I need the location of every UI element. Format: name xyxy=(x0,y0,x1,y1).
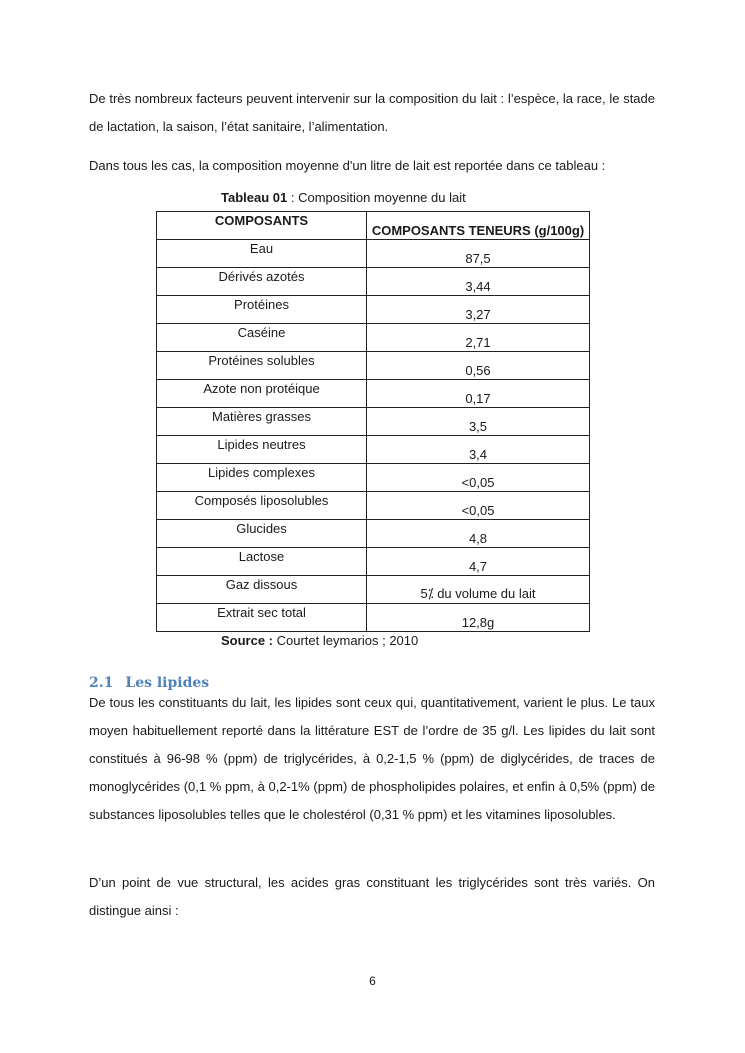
intro-paragraph-2: Dans tous les cas, la composition moyenne d'un litre de lait est reportée dans ce tableau : xyxy=(89,158,606,173)
cell-value: 12,8g xyxy=(367,604,590,632)
table-source xyxy=(221,631,418,651)
cell-component: Azote non protéique xyxy=(157,380,367,408)
cell-component: Eau xyxy=(157,240,367,268)
cell-component: Caséine xyxy=(157,324,367,352)
cell-component: Matières grasses xyxy=(157,408,367,436)
cell-component: Composés liposolubles xyxy=(157,492,367,520)
table-row xyxy=(157,492,590,520)
table-row xyxy=(157,576,590,604)
header-composants: COMPOSANTS xyxy=(157,212,367,240)
cell-value: 0,17 xyxy=(367,380,590,408)
table-row xyxy=(157,352,590,380)
cell-component: Dérivés azotés xyxy=(157,268,367,296)
source-label: Source : xyxy=(221,633,274,648)
cell-component: Lipides neutres xyxy=(157,436,367,464)
section-paragraph-1: De tous les constituants du lait, les lipides sont ceux qui, quantitativement, varient le plus. Le taux moyen habituellement reporté dans la littérature EST de l’ordre de 35 g/l. Les lipides du lait sont constitués à 96-98 % (ppm) de triglycérides, à 0,2-1,5 % (ppm) de diglycérides, de traces de monoglycérides (0,1 % ppm, à 0,2-1% (ppm) de phospholipides polaires, et enfin à 0,5% (ppm) de substances liposolubles telles que le cholestérol (0,31 % ppm) et les vitamines liposolubles. xyxy=(89,695,655,822)
table-header-row xyxy=(157,212,590,240)
table-row xyxy=(157,408,590,436)
table-row xyxy=(157,436,590,464)
composition-table xyxy=(156,211,590,632)
cell-value: 0,56 xyxy=(367,352,590,380)
cell-value: 5⁒ du volume du lait xyxy=(367,576,590,604)
cell-value: 3,4 xyxy=(367,436,590,464)
section-number: 2.1 xyxy=(89,675,114,691)
cell-component: Lactose xyxy=(157,548,367,576)
table-row xyxy=(157,268,590,296)
cell-value: 3,44 xyxy=(367,268,590,296)
cell-value: 4,8 xyxy=(367,520,590,548)
table-caption-label: Tableau 01 xyxy=(221,190,288,205)
cell-value: <0,05 xyxy=(367,464,590,492)
cell-value: 4,7 xyxy=(367,548,590,576)
source-text: Courtet leymarios ; 2010 xyxy=(273,633,419,648)
cell-value: 3,5 xyxy=(367,408,590,436)
cell-value: 3,27 xyxy=(367,296,590,324)
cell-component: Protéines solubles xyxy=(157,352,367,380)
cell-value: 87,5 xyxy=(367,240,590,268)
cell-component: Extrait sec total xyxy=(157,604,367,632)
section-title: Les lipides xyxy=(125,675,210,691)
cell-component: Glucides xyxy=(157,520,367,548)
page-number: 6 xyxy=(369,974,376,988)
cell-component: Protéines xyxy=(157,296,367,324)
cell-value: <0,05 xyxy=(367,492,590,520)
table-row xyxy=(157,464,590,492)
intro-paragraph-1: De très nombreux facteurs peuvent intervenir sur la composition du lait : l’espèce, la race, le stade de lactation, la saison, l’état sanitaire, l’alimentation. xyxy=(89,91,655,134)
cell-component: Gaz dissous xyxy=(157,576,367,604)
table-row xyxy=(157,240,590,268)
table-caption-text: : Composition moyenne du lait xyxy=(287,190,466,205)
header-teneurs: COMPOSANTS TENEURS (g/100g) xyxy=(367,212,590,240)
table-row xyxy=(157,548,590,576)
section-paragraph-2: D’un point de vue structural, les acides gras constituant les triglycérides sont très variés. On distingue ainsi : xyxy=(89,875,655,918)
table-row xyxy=(157,604,590,632)
cell-component: Lipides complexes xyxy=(157,464,367,492)
table-row xyxy=(157,520,590,548)
table-row xyxy=(157,380,590,408)
table-row xyxy=(157,296,590,324)
table-row xyxy=(157,324,590,352)
table-caption xyxy=(221,188,466,208)
cell-value: 2,71 xyxy=(367,324,590,352)
